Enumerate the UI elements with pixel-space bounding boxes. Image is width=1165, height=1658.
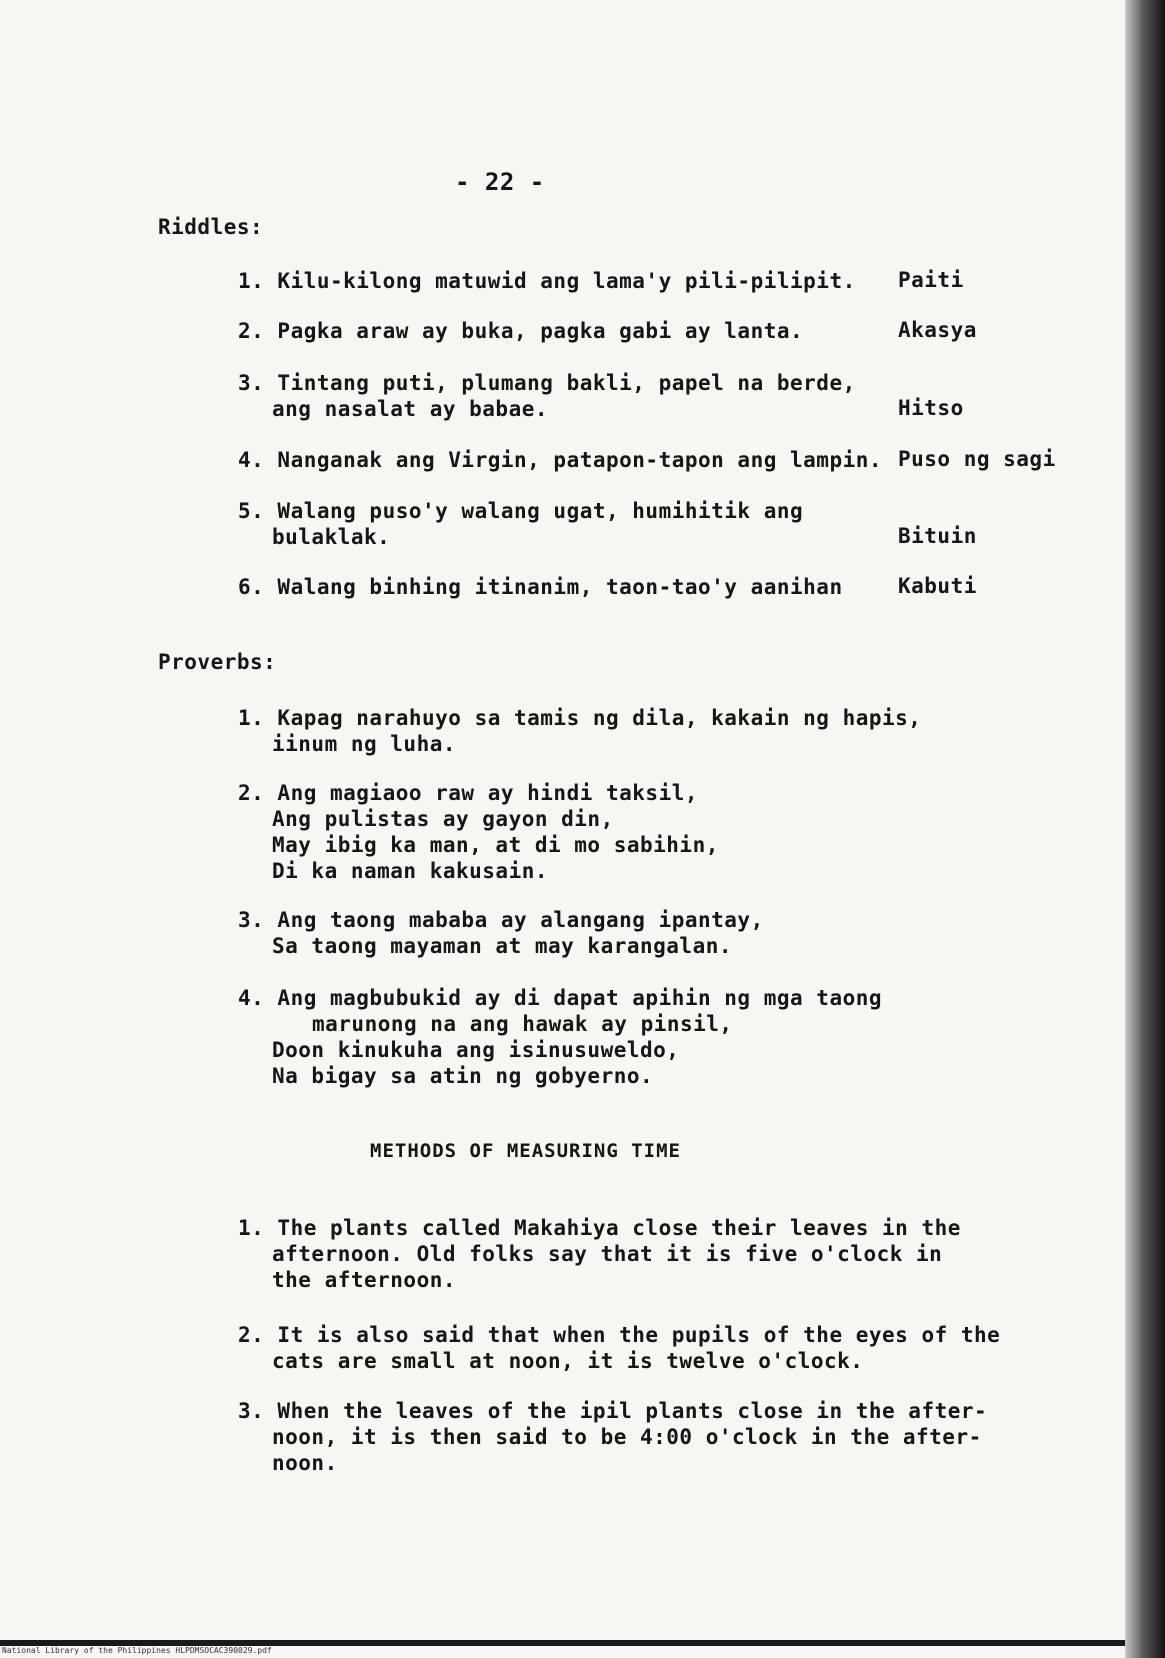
method-2-line-2: cats are small at noon, it is twelve o'clock. [272, 1349, 864, 1373]
proverb-4-line-2: marunong na ang hawak ay pinsil, [312, 1012, 733, 1036]
proverb-2-line-3: May ibig ka man, at di mo sabihin, [272, 833, 719, 857]
footer-note: National Library of the Philippines HLPDMSOCAC390029.pdf [2, 1646, 272, 1655]
proverb-2-line-4: Di ka naman kakusain. [272, 859, 549, 883]
proverb-1-line-2: iinum ng luha. [272, 732, 457, 756]
method-3-line-2: noon, it is then said to be 4:00 o'clock in the after- [272, 1425, 982, 1449]
method-1-line-3: the afternoon. [272, 1268, 457, 1292]
proverb-3-line-1: 3. Ang taong mababa ay alangang ipantay, [238, 908, 764, 932]
riddle-2-answer: Akasya [898, 318, 977, 342]
method-1-line-2: afternoon. Old folks say that it is five o'clock in [272, 1242, 943, 1266]
riddle-3-answer: Hitso [898, 396, 964, 420]
method-2-line-1: 2. It is also said that when the pupils of the eyes of the [238, 1323, 1001, 1347]
riddle-6-line-1: 6. Walang binhing itinanim, taon-tao'y aanihan [238, 575, 843, 599]
page-edge-shadow [1125, 0, 1165, 1658]
proverb-3-line-2: Sa taong mayaman at may karangalan. [272, 934, 733, 958]
proverb-2-line-1: 2. Ang magiaoo raw ay hindi taksil, [238, 781, 699, 805]
proverb-4-line-4: Na bigay sa atin ng gobyerno. [272, 1064, 654, 1088]
proverb-1-line-1: 1. Kapag narahuyo sa tamis ng dila, kakain ng hapis, [238, 706, 922, 730]
riddle-5-line-2: bulaklak. [272, 525, 391, 549]
methods-title: METHODS OF MEASURING TIME [370, 1140, 681, 1162]
method-3-line-1: 3. When the leaves of the ipil plants close in the after- [238, 1399, 988, 1423]
riddle-1-answer: Paiti [898, 268, 964, 292]
riddle-6-answer: Kabuti [898, 574, 977, 598]
riddle-3-line-2: ang nasalat ay babae. [272, 397, 549, 421]
riddle-4-line-1: 4. Nanganak ang Virgin, patapon-tapon ang lampin. [238, 448, 883, 472]
page-number: - 22 - [455, 168, 545, 196]
riddle-3-line-1: 3. Tintang puti, plumang bakli, papel na berde, [238, 371, 856, 395]
method-3-line-3: noon. [272, 1451, 338, 1475]
riddle-5-line-1: 5. Walang puso'y walang ugat, humihitik ang [238, 499, 804, 523]
riddles-heading: Riddles: [158, 215, 264, 239]
riddle-5-answer: Bituin [898, 524, 977, 548]
proverb-2-line-2: Ang pulistas ay gayon din, [272, 807, 614, 831]
proverbs-heading: Proverbs: [158, 650, 277, 674]
method-1-line-1: 1. The plants called Makahiya close their leaves in the [238, 1216, 961, 1240]
proverb-4-line-1: 4. Ang magbubukid ay di dapat apihin ng mga taong [238, 986, 883, 1010]
riddle-2-line-1: 2. Pagka araw ay buka, pagka gabi ay lanta. [238, 319, 804, 343]
riddle-4-answer: Puso ng sagi [898, 447, 1056, 471]
proverb-4-line-3: Doon kinukuha ang isinusuweldo, [272, 1038, 680, 1062]
riddle-1-line-1: 1. Kilu-kilong matuwid ang lama'y pili-pilipit. [238, 269, 856, 293]
